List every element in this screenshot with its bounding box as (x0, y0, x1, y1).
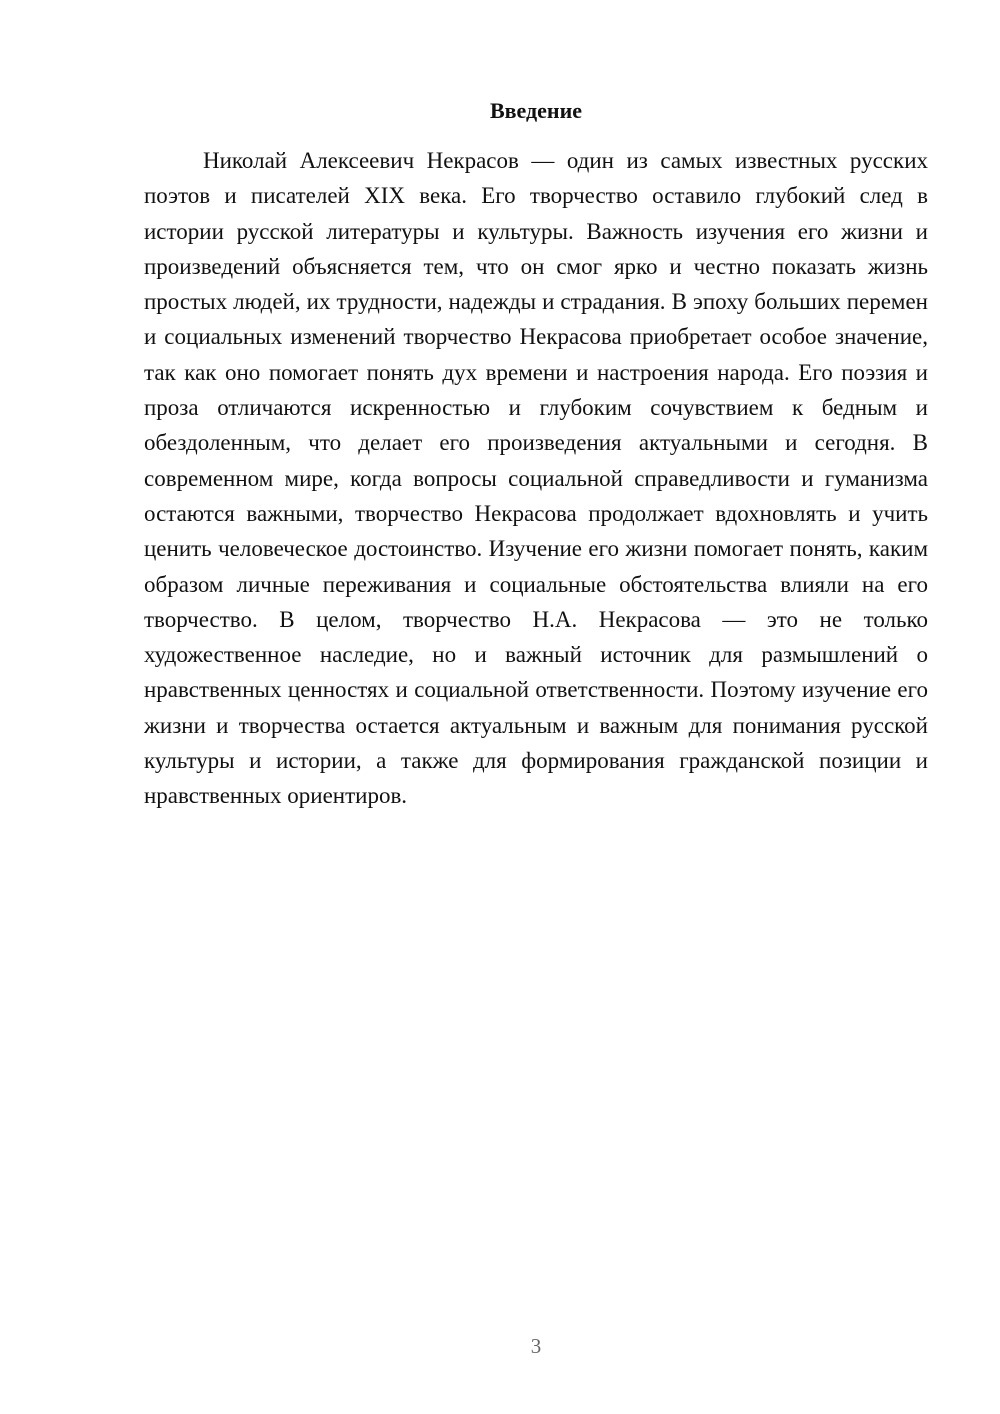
introduction-paragraph: Николай Алексеевич Некрасов — один из самых известных русских поэтов и писателей XIX века. Его творчество оставило глубокий след в истории русской литературы и культуры. Важность изучения его жизни и произведений объясняется тем, что он смог ярко и честно показать жизнь простых людей, их трудности, надежды и страдания. В эпоху больших перемен и социальных изменений творчество Некрасова приобретает особое значение, так как оно помогает понять дух времени и настроения народа. Его поэзия и проза отличаются искренностью и глубоким сочувствием к бедным и обездоленным, что делает его произведения актуальными и сегодня. В современном мире, когда вопросы социальной справедливости и гуманизма остаются важными, творчество Некрасова продолжает вдохновлять и учить ценить человеческое достоинство. Изучение его жизни помогает понять, каким образом личные переживания и социальные обстоятельства влияли на его творчество. В целом, творчество Н.А. Некрасова — это не только художественное наследие, но и важный источник для размышлений о нравственных ценностях и социальной ответственности. Поэтому изучение его жизни и творчества остается актуальным и важным для понимания русской культуры и истории, а также для формирования гражданской позиции и нравственных ориентиров. (144, 148, 928, 809)
page-number: 3 (530, 1334, 542, 1358)
section-heading: Введение (489, 98, 583, 123)
